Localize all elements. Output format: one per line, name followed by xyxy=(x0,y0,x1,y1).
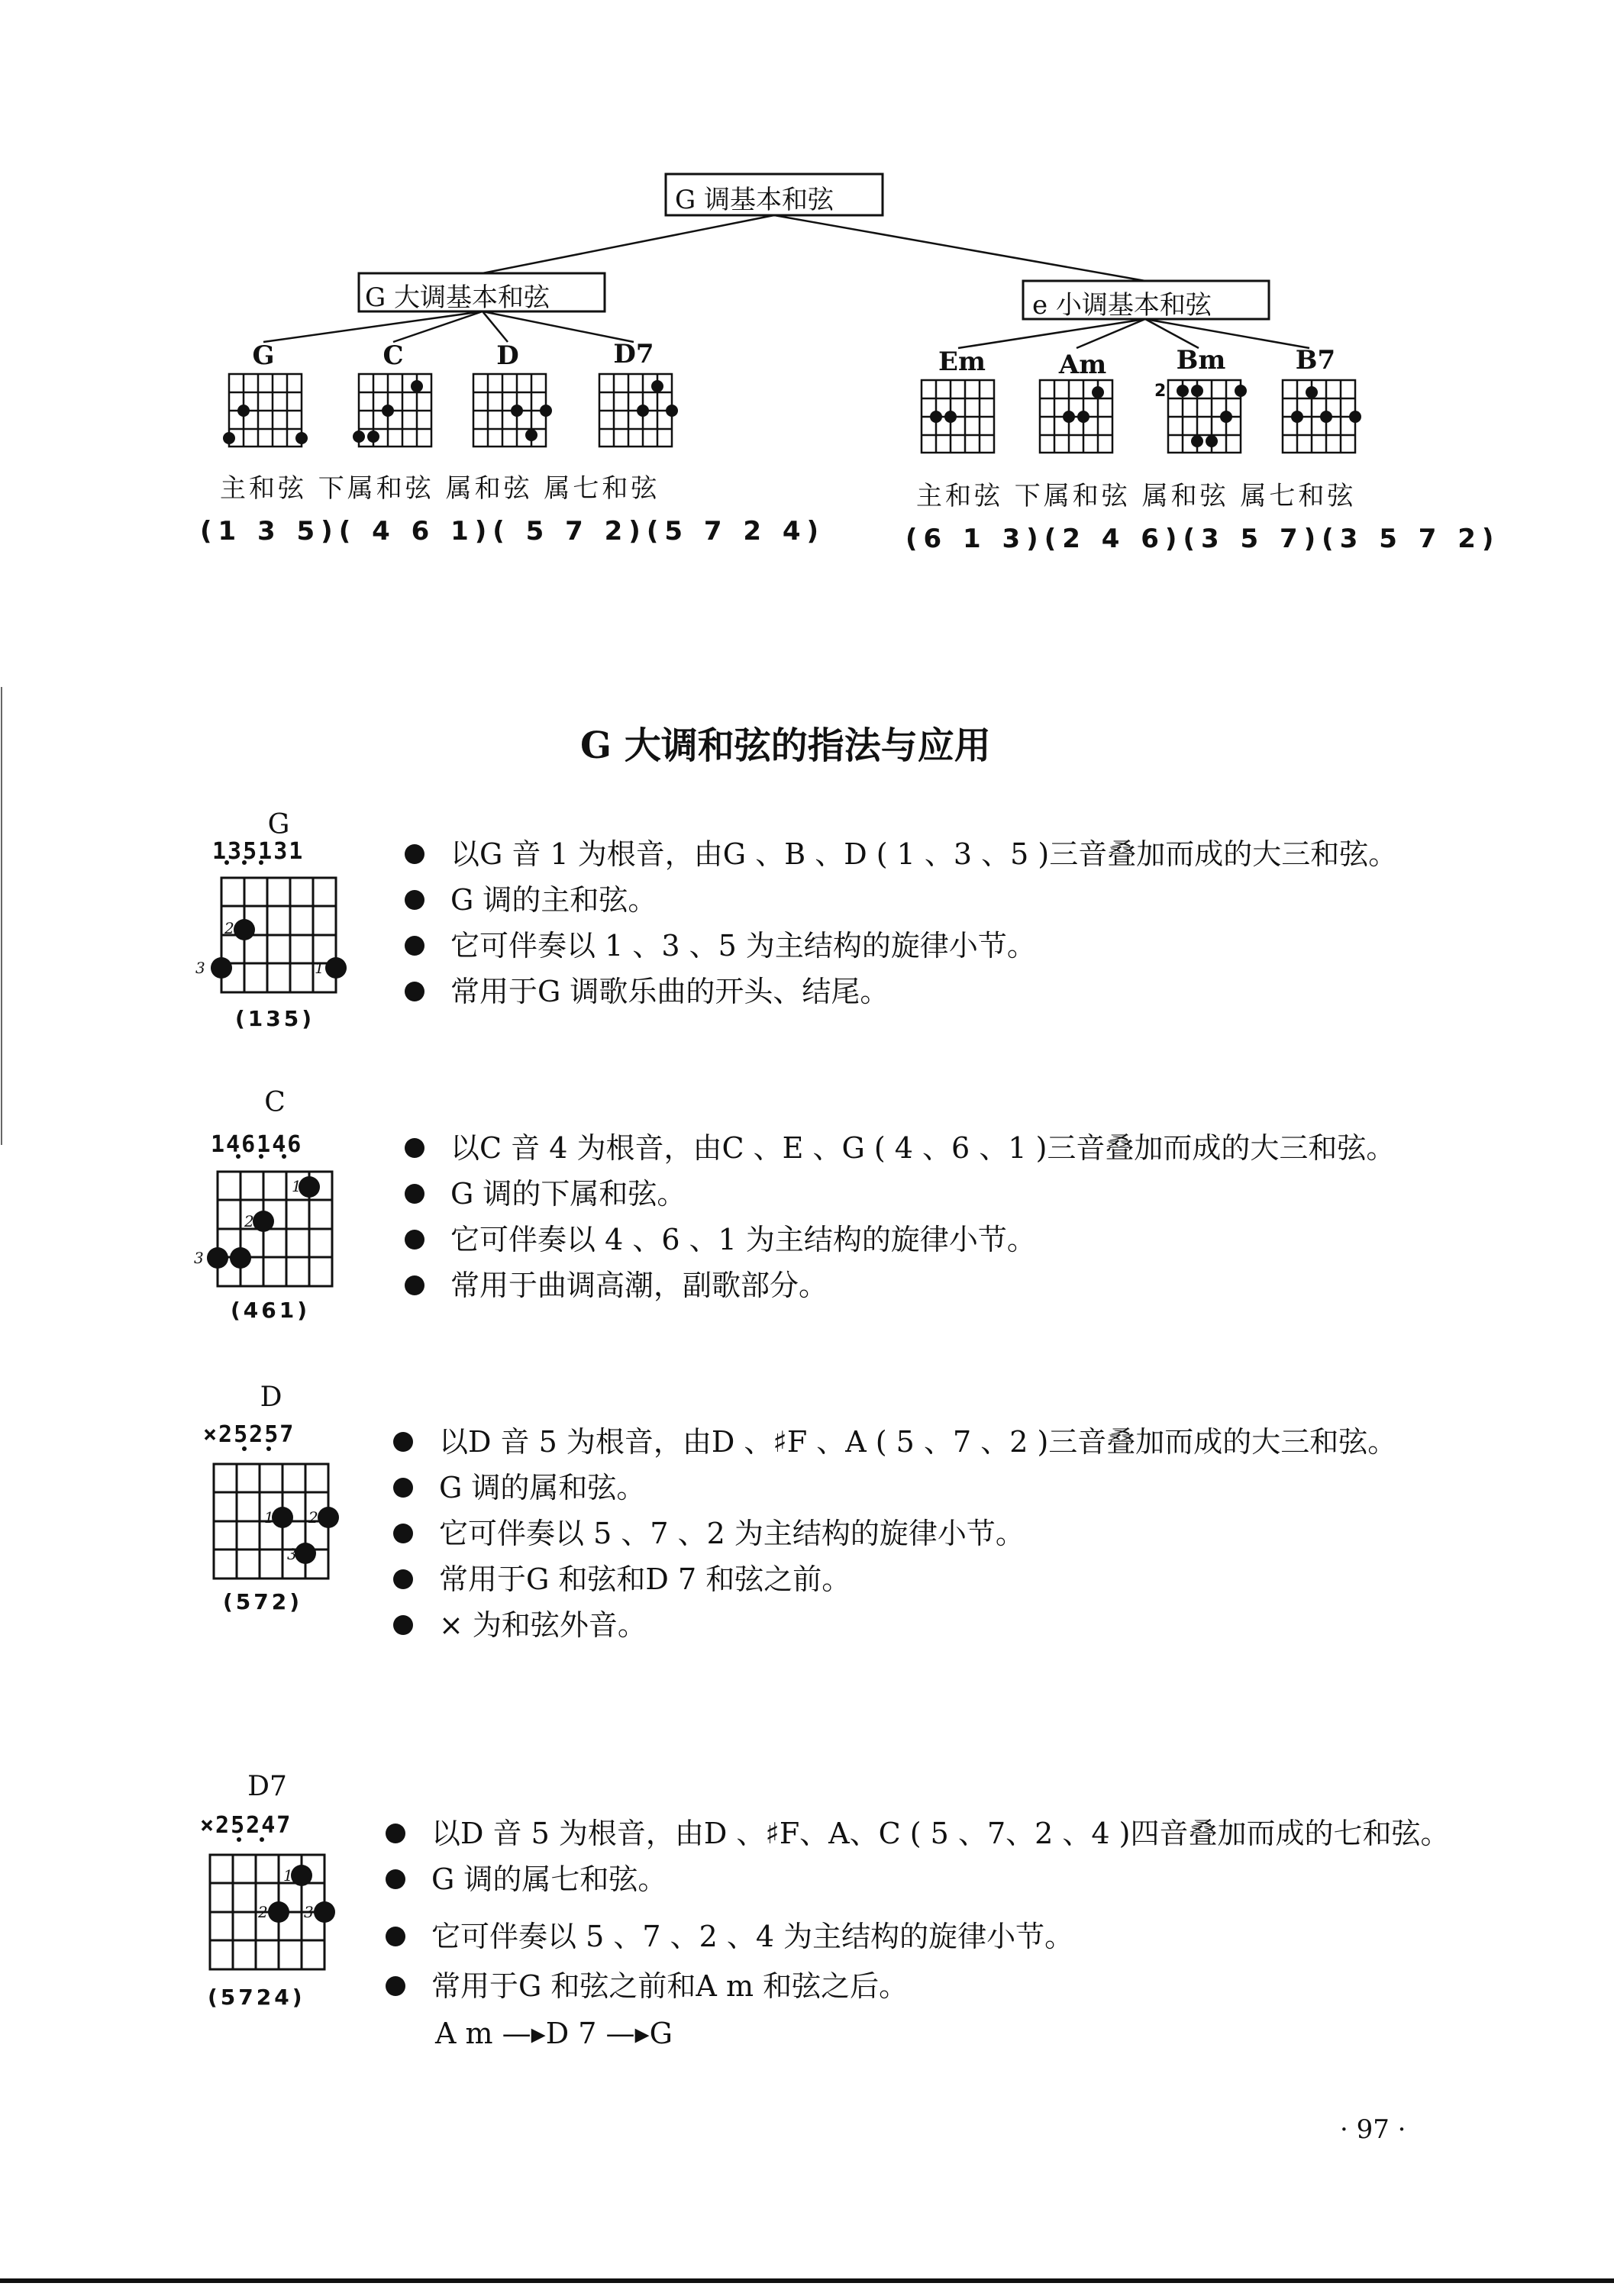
entry-D7-name: D7 xyxy=(247,1771,287,1802)
entry-C-strings: 146146 xyxy=(211,1131,303,1158)
entry-G-finger-3: 3 xyxy=(195,959,205,977)
entry-D-finger-1: 1 xyxy=(264,1508,274,1527)
entry-C-bullet-1: 以C 音 4 为根音，由C 、E 、G ( 4 、6 、1 )三音叠加而成的大三和弦。 xyxy=(405,1133,1395,1163)
entry-D7-bullet-3: 它可伴奏以 5 、7 、2 、4 为主结构的旋律小节。 xyxy=(386,1922,1073,1951)
entry-D-bullet-5: × 为和弦外音。 xyxy=(393,1611,647,1640)
section-title: G 大调和弦的指法与应用 xyxy=(580,724,991,767)
minor-notes-line: (6 1 3)(2 4 6)(3 5 7)(3 5 7 2) xyxy=(905,524,1500,554)
entry-D-bullet-1: 以D 音 5 为根音，由D 、♯F 、A ( 5 、7 、2 )三音叠加而成的大三和弦。 xyxy=(393,1427,1396,1456)
major-group-label: G 大调基本和弦 xyxy=(365,282,550,313)
tree-chord-B7: B7 xyxy=(1295,345,1336,376)
tree-chord-D7: D7 xyxy=(613,339,654,369)
entry-G-strings: 135131 xyxy=(212,838,305,865)
minor-function-labels: 主和弦 下属和弦 属和弦 属七和弦 xyxy=(916,481,1357,511)
tree-chord-Bm: Bm xyxy=(1176,345,1226,376)
page-number: · 97 · xyxy=(1340,2114,1406,2145)
entry-D7-finger-1: 1 xyxy=(283,1866,293,1885)
entry-C-name: C xyxy=(264,1087,286,1118)
entry-G-notes: (135) xyxy=(235,1006,315,1031)
minor-group-label: e 小调基本和弦 xyxy=(1032,290,1212,321)
major-notes-line: (1 3 5)( 4 6 1)( 5 7 2)(5 7 2 4) xyxy=(200,516,825,547)
entry-D7-bullet-4: 常用于G 和弦之前和A m 和弦之后。 xyxy=(386,1972,908,2001)
entry-G-name: G xyxy=(267,809,290,840)
entry-D-finger-2: 2 xyxy=(308,1508,318,1527)
entry-G-bullet-4: 常用于G 调歌乐曲的开头、结尾。 xyxy=(405,977,889,1006)
entry-C-notes: (461) xyxy=(231,1298,311,1323)
tree-root-label: G 调基本和弦 xyxy=(675,185,834,215)
entry-C-finger-1: 1 xyxy=(292,1177,302,1195)
entry-C-finger-3: 3 xyxy=(194,1249,204,1267)
major-function-labels: 主和弦 下属和弦 属和弦 属七和弦 xyxy=(220,473,660,504)
tree-chord-Em: Em xyxy=(938,347,986,377)
entry-G-finger-1: 1 xyxy=(315,959,324,977)
entry-D7-finger-2: 2 xyxy=(258,1903,268,1921)
entry-G-bullet-2: G 调的主和弦。 xyxy=(405,885,657,914)
entry-D-bullet-3: 它可伴奏以 5 、7 、2 为主结构的旋律小节。 xyxy=(393,1519,1025,1548)
entry-D7-bullet-1: 以D 音 5 为根音，由D 、♯F、A、C ( 5 、7、2 、4 )四音叠加而成的七和弦。 xyxy=(386,1819,1449,1848)
entry-G-bullet-1: 以G 音 1 为根音，由G 、B 、D ( 1 、3 、5 )三音叠加而成的大三和弦。 xyxy=(405,840,1397,869)
tree-chord-D: D xyxy=(496,340,519,371)
entry-G-bullet-3: 它可伴奏以 1 、3 、5 为主结构的旋律小节。 xyxy=(405,931,1036,960)
tree-chord-G: G xyxy=(252,340,275,371)
entry-C-bullet-4: 常用于曲调高潮，副歌部分。 xyxy=(405,1271,828,1300)
entry-G-finger-2: 2 xyxy=(224,919,234,937)
entry-D7-finger-3: 3 xyxy=(304,1903,314,1921)
entry-D-bullet-2: G 调的属和弦。 xyxy=(393,1473,645,1502)
entry-C-finger-2: 2 xyxy=(244,1212,254,1230)
tree-chord-C: C xyxy=(383,340,404,371)
entry-C-bullet-3: 它可伴奏以 4 、6 、1 为主结构的旋律小节。 xyxy=(405,1225,1036,1254)
entry-D7-bullet-2: G 调的属七和弦。 xyxy=(386,1865,667,1894)
entry-D-notes: (572) xyxy=(223,1589,303,1614)
entry-D7-notes: (5724) xyxy=(208,1985,305,2010)
entry-D-name: D xyxy=(260,1382,282,1413)
entry-D-bullet-4: 常用于G 和弦和D 7 和弦之前。 xyxy=(393,1565,851,1594)
entry-D7-progression: A m —▸D 7 —▸G xyxy=(435,2017,673,2050)
entry-C-bullet-2: G 调的下属和弦。 xyxy=(405,1179,686,1208)
entry-D7-strings: ×25247 xyxy=(200,1812,292,1839)
bm-finger-number: 2 xyxy=(1154,382,1167,401)
tree-chord-Am: Am xyxy=(1058,350,1107,380)
entry-D-strings: ×25257 xyxy=(203,1421,295,1448)
entry-D-finger-3: 3 xyxy=(287,1545,297,1563)
